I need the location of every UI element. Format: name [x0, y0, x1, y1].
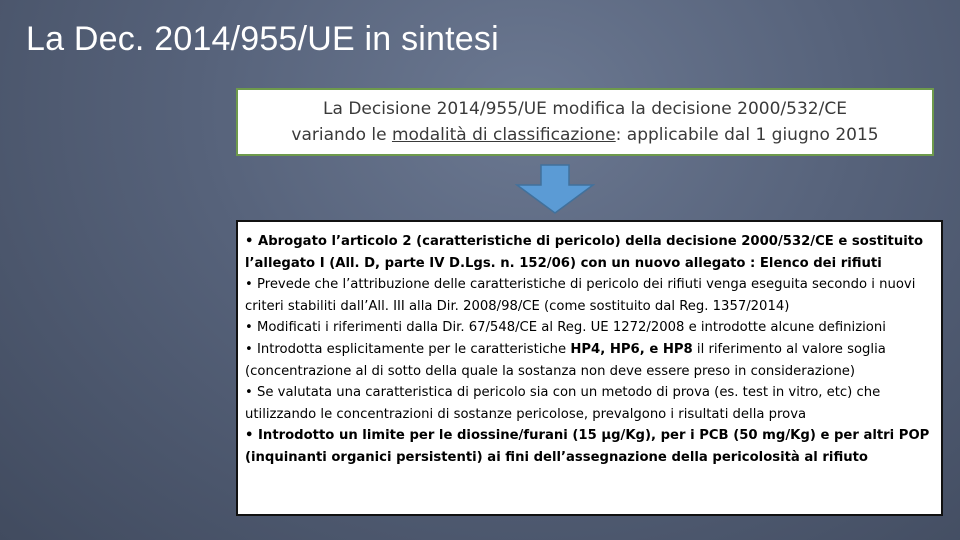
arrow-down-icon [515, 163, 595, 215]
detail-bullet-4-end: il riferimento al valore soglia (concentrazione al di sotto della quale la sostanza non deve essere preso in considerazione) [245, 341, 886, 379]
summary-line-2 [238, 122, 932, 148]
slide-title: La Dec. 2014/955/UE in sintesi [26, 20, 499, 58]
detail-bullet-5: • Se valutata una caratteristica di pericolo sia con un metodo di prova (es. test in vitro, etc) che utilizzando le concentrazioni di sostanze pericolose, prevalgono i risultati della prova [245, 385, 881, 422]
detail-bullet-3: • Modificati i riferimenti dalla Dir. 67/548/CE al Reg. UE 1272/2008 e introdotte alcune definizioni [245, 320, 886, 336]
detail-bullet-4-codes: HP4, HP6, e HP8 [570, 341, 693, 357]
detail-bullet-2 [245, 274, 934, 317]
summary-line-2-start: variando le [291, 125, 392, 145]
detail-bullet-4 [245, 339, 934, 382]
detail-bullet-4-start: • Introdotta esplicitamente per le caratteristiche [245, 341, 571, 357]
summary-line-2-end: : applicabile dal 1 giugno 2015 [615, 125, 879, 145]
details-box [236, 220, 943, 516]
summary-box [236, 88, 934, 156]
detail-bullet-2-text: • Prevede che l’attribuzione delle caratteristiche di pericolo dei rifiuti venga eseguita secondo i nuovi criteri stabiliti dall’All. III alla Dir. 2008/98/CE (come sostituito dal Reg. 1357/2014) [245, 277, 916, 314]
classification-methods-text: modalità di classificazione [391, 125, 616, 145]
summary-line-1: La Decisione 2014/955/UE modifica la decisione 2000/532/CE [323, 99, 847, 119]
detail-bullet-1: • Abrogato l’articolo 2 (caratteristiche di pericolo) della decisione 2000/532/CE e sostituito l’allegato I (All. D, parte IV D.Lgs. n. 152/06) con un nuovo allegato : Elenco dei rifiuti [245, 234, 924, 271]
detail-bullet-6: • Introdotto un limite per le diossine/furani (15 µg/Kg), per i PCB (50 mg/Kg) e per altri POP (inquinanti organici persistenti) ai fini dell’assegnazione della pericolosità al rifiuto [245, 428, 930, 465]
